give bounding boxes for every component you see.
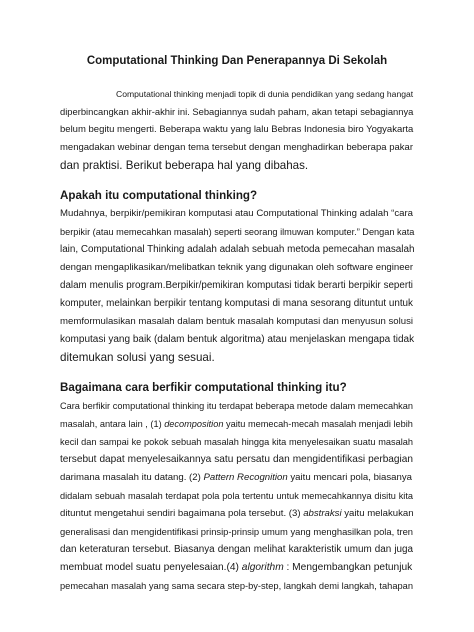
term-decomposition: decomposition [164, 419, 224, 429]
intro-line-1: Computational thinking menjadi topik di dunia pendidikan yang sedang hangat [116, 89, 414, 99]
section1-line-8: komputasi yang baik (dalam bentuk algoritma) atau menjelaskan mengapa tidak [60, 334, 415, 345]
section2-line-3: kecil dan sampai ke pokok sebuah masalah hingga kita menyelesaikan suatu masalah [60, 437, 413, 447]
section2-line-6: didalam sebuah masalah terdapat pola pola tertentu untuk memecahkannya disitu kita [60, 491, 413, 501]
term-abstraksi: abstraksi [303, 508, 342, 519]
section2-line-5 [60, 471, 413, 485]
intro-line-4: mengadakan webinar dengan tema tersebut dengan menghadirkan beberapa pakar [60, 142, 413, 153]
intro-line-2: diperbincangkan akhir-akhir ini. Sebagiannya sudah paham, akan tetapi sebagiannya [60, 106, 414, 117]
term-algorithm: algorithm [241, 562, 284, 573]
section2-line-11: pemecahan masalah yang sama secara step-by-step, langkah demi langkah, tahapan [60, 581, 413, 591]
section1-line-6: komputer, melainkan berpikir tentang komputasi di mana sesorang dituntut untuk [60, 298, 413, 309]
section2-line-2 [60, 417, 413, 431]
section1-line-3: lain, Computational Thinking adalah adalah sebuah metoda pemecahan masalah [60, 244, 415, 255]
section2-line-10 [60, 561, 413, 575]
section1-line-4: dengan mengaplikasikan/melibatkan teknik yang digunakan oleh software engineer [60, 262, 414, 273]
section2-line-9: dan keteraturan tersebut. Biasanya dengan melihat karakteristik umum dan juga [60, 544, 413, 555]
section2-line-2-text-b: yaitu memecah-mecah masalah menjadi lebih [223, 419, 413, 429]
section2-line-7-text-b: yaitu melakukan [341, 508, 414, 519]
section1-line-5: dalam menulis program.Berpikir/pemikiran komputasi tidak berarti berpikir seperti [60, 280, 413, 291]
document-title: Computational Thinking Dan Penerapannya Di Sekolah [86, 55, 388, 67]
intro-line-3: belum begitu mengerti. Beberapa waktu yang lalu Bebras Indonesia biro Yogyakarta [60, 124, 414, 135]
section1-line-7: memformulasikan masalah dalam bentuk masalah komputasi dan menyusun solusi [60, 316, 414, 327]
section2-line-8: generalisasi dan mengidentifikasi prinsip-prinsip umum yang menghasilkan pola, tren [60, 526, 413, 537]
section2-heading: Bagaimana cara berfikir computational thinking itu? [60, 381, 347, 394]
term-pattern-recognition: Pattern Recognition [203, 472, 288, 483]
section2-line-5-text-a: darimana masalah itu datang. (2) [60, 472, 204, 483]
section1-line-9: ditemukan solusi yang sesuai. [60, 351, 215, 364]
intro-line-5: dan praktisi. Berikut beberapa hal yang dibahas. [60, 159, 309, 172]
section2-line-10-text-b: : Mengembangkan petunjuk [283, 562, 413, 573]
section2-line-7 [60, 507, 413, 521]
section2-line-5-text-b: yaitu mencari pola, biasanya [287, 472, 412, 483]
section1-line-1: Mudahnya, berpikir/pemikiran komputasi atau Computational Thinking adalah “cara [60, 208, 413, 219]
section2-line-10-text-a: membuat model suatu penyelesaian.(4) [60, 562, 242, 573]
section2-line-2-text-a: masalah, antara lain , (1) [60, 419, 165, 429]
section1-heading: Apakah itu computational thinking? [60, 189, 258, 202]
section2-line-4: tersebut dapat menyelesaikannya satu persatu dan mengidentifikasi perbagian [60, 454, 413, 465]
section2-line-7-text-a: dituntut mengetahui sendiri bagaimana pola tersebut. (3) [60, 508, 304, 519]
section1-line-2: berpikir (atau memecahkan masalah) seperti seorang ilmuwan komputer.” Dengan kata [60, 227, 415, 237]
section2-line-1: Cara berfikir computational thinking itu terdapat beberapa metode dalam memecahkan [60, 401, 413, 411]
